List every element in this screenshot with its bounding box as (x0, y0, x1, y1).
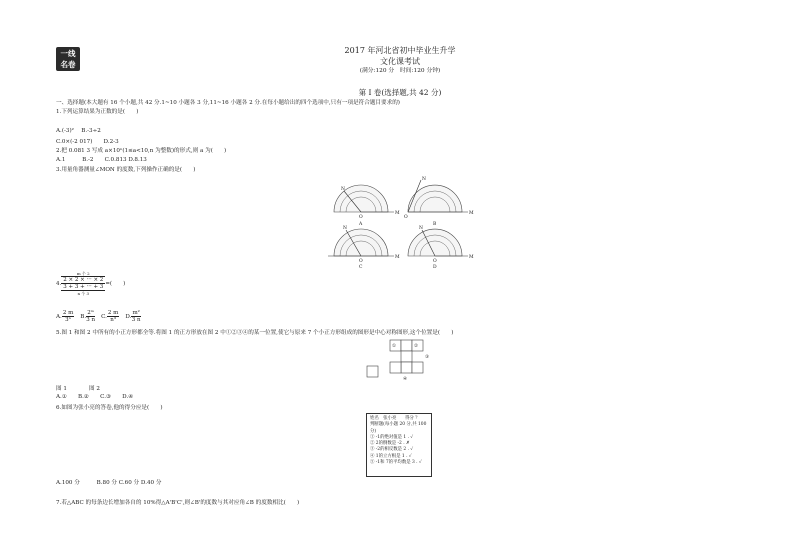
q4-opt-c-num: 2 m (107, 310, 119, 316)
q5-mark-4: ④ (403, 377, 408, 382)
label-o-b: O (404, 215, 408, 220)
q6-options: A.100 分 B.80 分 C.60 分 D.40 分 (56, 480, 162, 486)
card-item-3: ③ -2的相反数是 2 . ✓ (370, 447, 414, 453)
protractor-figure (326, 172, 476, 270)
exam-subtitle: 文化课考试 (380, 57, 420, 66)
q4-opt-a-den: 3ⁿ (65, 317, 71, 323)
label-option-a: A (359, 222, 363, 227)
q4-opt-c-label: C. (101, 314, 107, 320)
q4-options (56, 310, 141, 323)
logo-line-1: 一线 (60, 49, 76, 58)
label-o-c: O (359, 259, 363, 264)
label-option-b: B (433, 222, 437, 227)
q5-fig2-caption: 图 2 (89, 386, 100, 392)
label-n-a: N (341, 187, 345, 192)
section-title: 第 I 卷(选择题,共 42 分) (358, 88, 442, 97)
q4-opt-c-den: n³ (110, 317, 117, 323)
q4-opt-a-num: 2 m (62, 310, 74, 316)
exam-title: 2017 年河北省初中毕业生升学 (344, 46, 456, 55)
q4-suffix: =( ) (105, 280, 126, 287)
q1-options-cd: C.0×(-2 017) D.2-3 (56, 139, 119, 145)
q1-options-ab: A.(-3)² B.-3÷2 (56, 128, 101, 134)
label-o-d: O (433, 259, 437, 264)
q4-expression (56, 271, 125, 296)
q4-opt-b-label: B. (80, 314, 87, 320)
card-header: 姓名 张小亮 得分 ？ (370, 416, 420, 421)
protractor-b (408, 180, 468, 212)
label-n-b: N (422, 177, 426, 182)
q7-stem: 7.若△ABC 的每条边长增加各自的 10%得△A'B'C',则∠B'的度数与其对应角∠B 的度数相比( ) (56, 500, 300, 506)
exam-meta: (满分:120 分 时间:120 分钟) (359, 68, 441, 74)
q5-options: A.① B.② C.③ D.④ (56, 394, 134, 400)
section-instruction: 一、选择题(本大题有 16 个小题,共 42 分.1~10 小题各 3 分,11~16 小题各 2 分.在每小题给出的四个选项中,只有一项是符合题目要求的) (56, 100, 400, 106)
q5-figure (366, 337, 436, 382)
q6-stem: 6.如图为张小亮的答卷,他的得分应是( ) (56, 405, 163, 411)
card-rule: 判断题(每小题 20 分,共 100 分) (370, 422, 427, 434)
q4-opt-b-den: 3 n (86, 317, 96, 323)
label-n-c: N (343, 226, 347, 231)
q4-opt-a-label: A. (56, 314, 62, 320)
q1-stem: 1.下列运算结果为正数的是( ) (56, 109, 139, 115)
q4-opt-b-num: 2ᵐ (87, 310, 95, 316)
card-item-2: ② 2的倒数是 -2 . ✗ (370, 441, 410, 447)
q2-stem: 2.把 0.081 3 写成 a×10ⁿ(1≤a<10,n 为整数)的形式,则 a 为( ) (56, 148, 227, 154)
q4-denominator: 3 + 3 + ··· + 3 (63, 284, 104, 290)
q5-mark-1: ① (392, 344, 397, 349)
protractor-c (328, 229, 394, 256)
q4-prefix: 4. (56, 280, 62, 287)
q2-options: A.1 B.-2 C.0.813 D.8.13 (56, 157, 147, 163)
q5-mark-3: ③ (425, 355, 430, 360)
label-o-a: O (359, 215, 363, 220)
q3-stem: 3.用量角器测量∠MON 的度数,下列操作正确的是( ) (56, 167, 196, 173)
label-m-d: M (469, 255, 474, 260)
card-item-4: ④ 1的立方根是 1 . ✓ (370, 453, 412, 459)
q4-numerator: 2 × 2 × ··· × 2 (63, 277, 104, 283)
q4-bottom-brace: n 个 3 (61, 290, 105, 296)
label-option-d: D (433, 265, 437, 270)
card-item-5: ⑤ -1和 7的平均数是 3 . ✓ (370, 460, 422, 466)
logo-line-2: 名卷 (60, 60, 76, 69)
protractor-d (408, 229, 468, 256)
q4-opt-d-num: m² (132, 310, 140, 316)
q4-opt-d-label: D. (125, 314, 132, 320)
answer-card (366, 413, 432, 477)
q5-stem: 5.图 1 和图 2 中所有的小正方形都全等.将图 1 的正方形放在图 2 中①②③④的某一位置,使它与原来 7 个小正方形组成的图形是中心对称图形,这个位置是( ) (56, 330, 454, 336)
label-option-c: C (359, 265, 363, 270)
q4-top-brace: m 个 2 (76, 271, 90, 276)
card-item-1: ① -1的绝对值是 1 . ✓ (370, 434, 414, 440)
label-m-b: M (469, 211, 474, 216)
label-m-a: M (395, 211, 400, 216)
q5-fig1-caption: 图 1 (56, 386, 67, 392)
q5-mark-2: ② (414, 344, 419, 349)
label-m-c: M (395, 255, 400, 260)
q4-opt-d-den: 3 n (131, 317, 141, 323)
label-n-d: N (419, 226, 423, 231)
fig1-square (367, 366, 378, 377)
